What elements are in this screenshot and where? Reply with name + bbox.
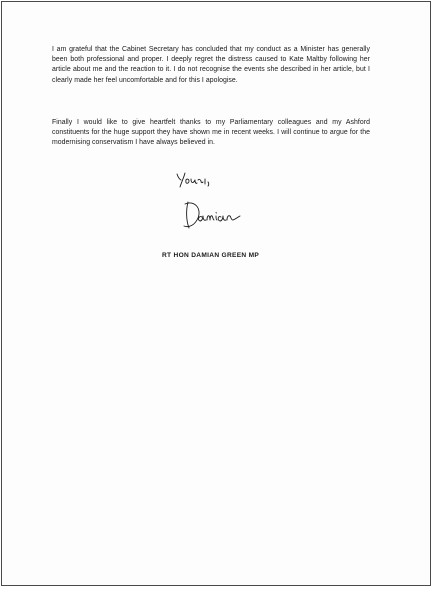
body-paragraph-apology: I am grateful that the Cabinet Secretary has concluded that my conduct as a Minister has generally been both professional and proper. I deeply regret the distress caused to Kate Maltby following her article about me and the reaction to it. I do not recognise the events she described in her article, but I clearly made her feel uncomfortable and for this I apologise. (52, 46, 370, 84)
letter-page (1, 1, 431, 586)
body-paragraph-thanks: Finally I would like to give heartfelt thanks to my Parliamentary colleagues and my Ashford constituents for the huge support they have shown me in recent weeks. I will continue to argue for the modernising conservatism I have always believed in. (52, 119, 370, 147)
signatory-name: RT HON DAMIAN GREEN MP (162, 252, 260, 259)
handwritten-signature (180, 198, 252, 232)
handwritten-closing (176, 170, 216, 190)
